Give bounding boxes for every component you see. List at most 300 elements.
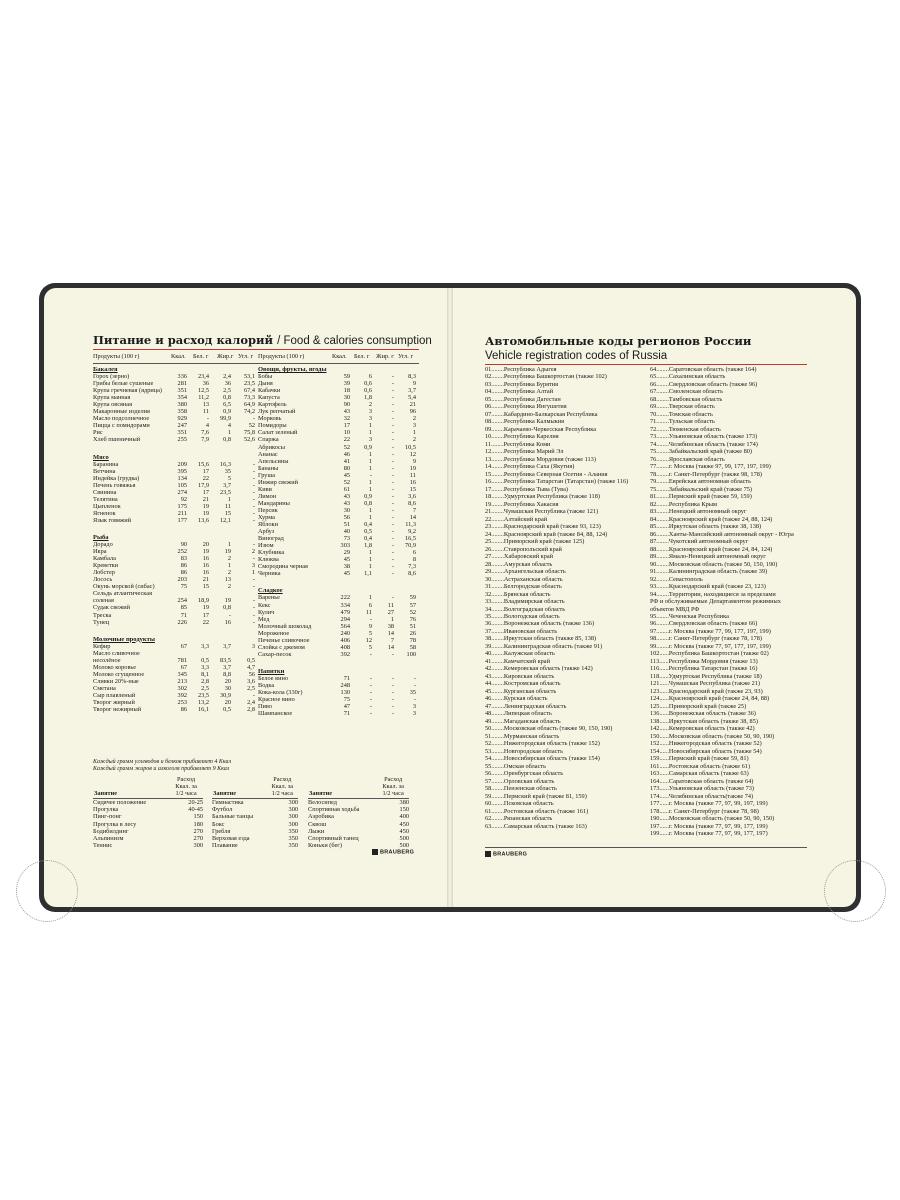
region-code-item: 42........Кемеровская область (также 142)	[485, 665, 593, 673]
food-fat: -	[391, 535, 394, 543]
food-protein: -	[369, 471, 372, 479]
activity-kcal: 150	[399, 806, 409, 814]
food-kcal: 43	[343, 408, 350, 416]
region-code-item: 118......Удмуртская Республика (также 18)	[650, 672, 762, 680]
food-kcal: 32	[343, 415, 350, 423]
food-fat: 0,8	[223, 394, 231, 402]
food-kcal: 213	[177, 677, 187, 685]
region-code-item: 01........Республика Адыгея	[485, 366, 557, 373]
region-code-item: 22........Алтайский край	[485, 515, 548, 523]
food-fat: -	[391, 401, 394, 409]
region-code-item: 164......Саратовская область (также 64)	[650, 777, 754, 785]
food-name: Молоко коровье	[93, 663, 137, 671]
food-fat: -	[391, 556, 394, 564]
food-name: Мандарины	[258, 499, 290, 507]
activity-row	[308, 806, 409, 813]
header-kcal: Ккал.	[171, 353, 186, 360]
activity-kcal: 380	[399, 799, 409, 806]
region-code-item: 33........Владимирская область	[485, 598, 565, 606]
food-name: Судак свежий	[93, 604, 131, 612]
food-section-heading	[93, 631, 255, 643]
food-kcal: 92	[180, 495, 187, 503]
activity-kcal: 500	[399, 842, 409, 850]
activity-name: Прогулка	[93, 806, 119, 814]
region-code-item: 163......Самарская область (также 63)	[650, 770, 749, 778]
activity-header-value	[169, 775, 203, 799]
food-kcal: 67	[180, 663, 187, 671]
food-kcal: 281	[177, 380, 187, 388]
food-protein: 1	[368, 422, 372, 430]
region-code-item: 121......Чувашская Республика (также 21)	[650, 680, 760, 688]
food-fat: -	[391, 681, 394, 689]
food-protein: 1	[368, 513, 372, 521]
section-title: Молочные продукты	[93, 635, 155, 643]
region-code-item: 54........Новосибирская область (также 154)	[485, 755, 600, 763]
region-code-item: 48........Липецкая область	[485, 710, 552, 718]
food-kcal: 46	[343, 450, 350, 458]
region-code-item: 76........Ярославская область	[650, 455, 725, 463]
nutrition-notes	[93, 759, 231, 774]
region-code-item: 94........Территории, находящиеся за пределами	[650, 590, 776, 598]
food-fat: 11	[224, 502, 231, 510]
activity-header-label: Занятие	[212, 775, 267, 799]
food-carbs: -	[252, 481, 255, 489]
region-code-item: 92........Севастополь	[650, 575, 703, 583]
food-row	[258, 528, 416, 535]
food-protein: 16,1	[197, 706, 209, 714]
food-row	[93, 517, 255, 524]
food-protein: -	[369, 689, 372, 697]
food-protein: 1	[368, 556, 372, 564]
region-code-item: 123......Краснодарский край (также 23, 93)	[650, 687, 763, 695]
activity-name: Гимнастика	[212, 799, 244, 806]
food-row	[258, 549, 416, 556]
food-name: Крупа овсяная	[93, 401, 132, 409]
activity-row	[93, 821, 203, 828]
region-code-item: 15........Республика Северная Осетия - Алания	[485, 470, 608, 478]
food-row	[258, 514, 416, 521]
food-row	[93, 541, 255, 548]
food-title-rule	[93, 349, 419, 350]
food-name: Кулич	[258, 608, 275, 616]
food-carbs: 3	[412, 422, 416, 430]
region-code-item: 75........Забайкальский край (также 75)	[650, 485, 752, 493]
region-code-item: 138......Иркутская область (также 38, 85)	[650, 717, 758, 725]
food-kcal: 294	[340, 615, 350, 623]
section-title: Рыба	[93, 533, 109, 541]
food-row	[258, 479, 416, 486]
region-code-item: 90........Московская область (также 50, 150, 190)	[650, 560, 778, 568]
region-code-item: 62........Рязанская область	[485, 815, 553, 823]
food-kcal: 52	[343, 443, 350, 451]
header-product: Продукты (100 г)	[93, 353, 140, 360]
region-code-item: 58........Пензенская область	[485, 785, 557, 793]
food-kcal: 240	[340, 629, 350, 637]
food-name: Свинина	[93, 488, 117, 496]
region-code-item: 116......Республика Татарстан (также 16)	[650, 665, 758, 673]
food-carbs: 16,5	[404, 535, 416, 543]
region-code-item: 61........Ростовская область (также 161)	[485, 807, 589, 815]
food-carbs: -	[252, 516, 255, 524]
food-carbs: -	[252, 597, 255, 605]
food-name: Варенье	[258, 594, 280, 602]
region-code-item: 11........Республика Коми	[485, 440, 551, 448]
food-row	[93, 583, 255, 590]
region-code-item: 38........Иркутская область (также 85, 138)	[485, 635, 597, 643]
brand-logo-left	[372, 849, 414, 855]
food-name: Инжир свежий	[258, 478, 298, 486]
food-name: Бобы	[258, 373, 273, 381]
food-carbs: 67,4	[243, 387, 255, 395]
food-name: Кока-кола (330г)	[258, 689, 303, 697]
food-row	[258, 408, 416, 415]
food-name: Клубника	[258, 549, 285, 557]
food-row	[258, 651, 416, 658]
food-name: Масло подсолнечное	[93, 415, 150, 423]
food-protein: -	[369, 674, 372, 682]
food-fat: 3,7	[223, 663, 231, 671]
food-carbs: 12	[409, 450, 416, 458]
food-carbs: 3	[412, 710, 416, 718]
food-row	[258, 594, 416, 601]
food-carbs: 74,2	[243, 408, 255, 416]
food-kcal: 248	[340, 681, 350, 689]
food-name: Абрикосы	[258, 443, 286, 451]
food-fat: 16	[224, 618, 231, 626]
food-fat: 16,3	[219, 460, 231, 468]
food-kcal: 40	[343, 528, 350, 536]
food-carbs: -	[252, 488, 255, 496]
food-name: Сыр плавленый	[93, 691, 136, 699]
food-name: Телятина	[93, 495, 118, 503]
food-name: Ягненок	[93, 509, 116, 517]
region-code-item: 85........Иркутская область (также 38, 138)	[650, 523, 762, 531]
region-code-item: 95........Чеченская Республика	[650, 612, 729, 620]
food-name: Хлеб пшеничный	[93, 436, 141, 444]
food-row	[93, 678, 255, 685]
section-title: Овощи, фрукты, ягоды	[258, 366, 327, 373]
food-carbs: -	[252, 541, 255, 549]
food-kcal: 130	[340, 689, 350, 697]
food-protein: 1	[368, 464, 372, 472]
region-code-item: 84........Красноярский край (также 24, 88, 124)	[650, 515, 773, 523]
region-code-item: 178......г. Санкт-Петербург (также 78, 98)	[650, 807, 759, 815]
region-code-item: 74........Челябинская область (также 174)	[650, 440, 758, 448]
food-kcal: 86	[180, 706, 187, 714]
food-carbs: 21	[409, 401, 416, 409]
activity-name: Альпинизм	[93, 835, 124, 843]
food-row	[258, 644, 416, 651]
food-row	[93, 604, 255, 611]
region-code-item: 43........Кировская область	[485, 672, 555, 680]
region-code-item: 161......Ростовская область (также 61)	[650, 762, 751, 770]
region-code-item: 93........Краснодарский край (также 23, 123)	[650, 583, 766, 591]
region-code-item: 04........Республика Алтай	[485, 388, 554, 396]
food-row	[258, 422, 416, 429]
food-fat: -	[391, 542, 394, 550]
food-kcal: 29	[343, 549, 350, 557]
food-carbs: 58	[409, 643, 416, 651]
food-row	[258, 570, 416, 577]
region-code-item: 10........Республика Карелия	[485, 433, 559, 441]
food-section-heading	[93, 449, 255, 461]
food-carbs: 3,6	[247, 677, 255, 685]
food-protein: 2,8	[201, 677, 209, 685]
food-fat: -	[391, 478, 394, 486]
food-kcal: 90	[343, 401, 350, 409]
activity-row	[308, 835, 409, 842]
food-kcal: 253	[177, 699, 187, 707]
food-carbs: 4,7	[247, 663, 255, 671]
activity-kcal: 180	[193, 820, 203, 828]
food-carbs: -	[252, 618, 255, 626]
activity-kcal: 20-25	[188, 799, 203, 806]
food-name: Спаржа	[258, 436, 279, 444]
food-section-heading	[93, 361, 255, 373]
food-kcal: 252	[177, 548, 187, 556]
activity-row	[212, 842, 298, 849]
food-protein: -	[369, 703, 372, 711]
food-row	[258, 682, 416, 689]
food-fat: 0,5	[223, 706, 231, 714]
food-name: Сахар-песок	[258, 650, 292, 658]
food-protein: 1,8	[364, 394, 372, 402]
food-row	[258, 542, 416, 549]
food-carbs: 78	[409, 636, 416, 644]
food-row	[93, 548, 255, 555]
food-row	[258, 521, 416, 528]
food-name: Хурма	[258, 513, 275, 521]
note-fat: Каждый грамм жиров и алкоголя прибавляет 9 Ккал	[93, 766, 230, 773]
food-protein: 0,5	[201, 656, 209, 664]
food-row	[258, 703, 416, 710]
region-code-item: 25........Приморский край (также 125)	[485, 538, 585, 546]
corner-decoration-left	[16, 860, 78, 922]
food-fat: 6,5	[223, 401, 231, 409]
food-fat: -	[391, 703, 394, 711]
region-code-item: 190......Московская область (также 50, 90, 150)	[650, 815, 775, 823]
food-fat: 0,8	[223, 604, 231, 612]
food-carbs: -	[252, 611, 255, 619]
food-name: Клюква	[258, 556, 279, 564]
food-section-heading	[258, 361, 416, 373]
food-protein: 17	[202, 467, 209, 475]
food-kcal: 43	[343, 492, 350, 500]
food-row	[93, 461, 255, 468]
food-name: Баранина	[93, 460, 119, 468]
food-kcal: 45	[343, 471, 350, 479]
food-protein: 0,6	[364, 387, 372, 395]
region-code-item: 63........Самарская область (также 163)	[485, 822, 587, 830]
food-fat: -	[391, 650, 394, 658]
food-carbs: 8	[412, 556, 416, 564]
food-row	[93, 380, 255, 387]
header-kcal: Ккал.	[332, 353, 347, 360]
food-protein: 1	[368, 549, 372, 557]
food-name: Креветки	[93, 562, 119, 570]
food-name: Яблоки	[258, 521, 278, 529]
food-name: Киви	[258, 485, 272, 493]
food-protein: 15	[202, 583, 209, 591]
food-fat: 1	[227, 495, 231, 503]
region-code-item: 197......г. Москва (также 77, 97, 99, 177, 199)	[650, 822, 768, 830]
region-code-item: 65........Сахалинская область	[650, 373, 726, 381]
food-row	[93, 664, 255, 671]
food-fat: 35	[224, 467, 231, 475]
codes-title-rule	[485, 364, 807, 365]
activity-row	[93, 806, 203, 813]
food-protein: 1,8	[364, 542, 372, 550]
region-code-item: 152......Нижегородская область (также 52)	[650, 740, 762, 748]
food-kcal: 73	[343, 535, 350, 543]
food-fat: 12,1	[219, 516, 231, 524]
region-code-item: 49........Магаданская область	[485, 717, 561, 725]
food-name: Сливки 20%-ные	[93, 677, 139, 685]
activity-kcal: 300	[288, 813, 298, 821]
region-code-item: 91........Калининградская область (также 39)	[650, 568, 768, 576]
food-name: Дыня	[258, 380, 273, 388]
food-fat: 38	[387, 622, 394, 630]
food-carbs: 5,4	[408, 394, 416, 402]
food-kcal: 177	[177, 516, 187, 524]
activity-row	[93, 828, 203, 835]
food-table-left	[93, 361, 255, 713]
food-protein: 19	[202, 548, 209, 556]
header-protein: Бел. г	[354, 353, 370, 360]
food-fat: 14	[387, 629, 394, 637]
food-kcal: 929	[177, 415, 187, 423]
activity-row	[93, 799, 203, 807]
food-name: Творог жирный	[93, 699, 135, 707]
food-carbs: 1	[251, 569, 255, 577]
food-protein: 8,1	[201, 670, 209, 678]
region-code-item: 125......Приморский край (также 25)	[650, 702, 747, 710]
food-protein: 1,1	[364, 570, 372, 578]
food-carbs: 8,6	[408, 570, 416, 578]
food-protein: 0,9	[364, 492, 372, 500]
food-row	[258, 500, 416, 507]
region-code-item: 30........Астраханская область	[485, 575, 563, 583]
header-product: Продукты (100 г)	[258, 353, 305, 360]
activity-kcal: 270	[193, 827, 203, 835]
food-carbs: 7	[412, 506, 416, 514]
food-name: Апельсины	[258, 457, 289, 465]
region-code-item: 173......Ульяновская область (также 73)	[650, 785, 754, 793]
region-code-item: 73........Ульяновская область (также 173)	[650, 433, 758, 441]
food-name: Черника	[258, 570, 281, 578]
food-row	[258, 380, 416, 387]
food-fat: -	[391, 429, 394, 437]
food-subtitle-text: / Food & calories consumption	[277, 335, 432, 347]
region-code-item: 98........г. Санкт-Петербург (также 78, 178)	[650, 635, 762, 643]
region-code-item: 96........Свердловская область (также 66)	[650, 620, 758, 628]
food-carbs: 64,9	[243, 401, 255, 409]
food-name: Шампанское	[258, 710, 293, 718]
food-protein: 20	[202, 541, 209, 549]
food-kcal: 274	[177, 488, 187, 496]
food-protein: 16	[202, 555, 209, 563]
food-protein: 5	[368, 629, 372, 637]
food-carbs: 19	[409, 464, 416, 472]
food-protein: 17	[202, 488, 209, 496]
food-name: Сметана	[93, 684, 116, 692]
food-kcal: 334	[340, 601, 350, 609]
food-kcal: 211	[177, 509, 187, 517]
food-fat: -	[391, 689, 394, 697]
food-fat: 27	[387, 608, 394, 616]
food-carbs: 9	[412, 380, 416, 388]
food-protein: 2,5	[201, 684, 209, 692]
region-code-item: 17........Республика Тыва (Тува)	[485, 485, 568, 493]
food-carbs: -	[252, 495, 255, 503]
region-code-item: 34........Волгоградская область	[485, 605, 566, 613]
food-name: Молоко сгущенное	[93, 670, 145, 678]
food-name: Груша	[258, 471, 276, 479]
food-protein: 13,6	[197, 516, 209, 524]
food-kcal: 71	[343, 674, 350, 682]
food-carbs: -	[252, 502, 255, 510]
food-row	[258, 696, 416, 703]
food-fat: 36	[224, 380, 231, 388]
activity-kcal: 500	[399, 835, 409, 843]
food-kcal: 71	[180, 611, 187, 619]
food-protein: 3,3	[201, 642, 209, 650]
food-row	[258, 689, 416, 696]
activity-row	[212, 828, 298, 835]
food-name: Кефир	[93, 642, 111, 650]
food-kcal: 85	[180, 604, 187, 612]
food-kcal: 45	[343, 570, 350, 578]
region-code-item: 23........Краснодарский край (также 93, 123)	[485, 523, 601, 531]
food-fat: -	[391, 415, 394, 423]
brand-text: BRAUBERG	[380, 849, 415, 856]
activity-table-3	[308, 775, 409, 849]
food-row	[93, 373, 255, 380]
food-protein: 3	[368, 415, 372, 423]
region-code-item: 150......Московская область (также 50, 90, 190)	[650, 732, 775, 740]
food-carbs: -	[252, 509, 255, 517]
food-carbs: 10,5	[404, 443, 416, 451]
region-code-item: 41........Камчатский край	[485, 657, 550, 665]
activity-header-value	[267, 775, 298, 799]
activity-table-1	[93, 775, 203, 849]
food-protein: 9	[368, 622, 372, 630]
food-fat: 83,5	[219, 656, 231, 664]
food-row	[258, 401, 416, 408]
food-row	[93, 429, 255, 436]
food-carbs: 53,1	[243, 373, 255, 381]
activity-kcal: 300	[288, 820, 298, 828]
food-kcal: 47	[343, 703, 350, 711]
food-name: Пицца с помидорами	[93, 422, 150, 430]
food-protein: 21	[202, 495, 209, 503]
codes-page-subtitle	[485, 348, 667, 362]
region-code-item: 177......г. Москва (также 77, 97, 99, 197, 199)	[650, 800, 768, 808]
food-carbs: 3	[412, 703, 416, 711]
region-code-item: 174......Челябинская область(также 74)	[650, 792, 754, 800]
food-fat: 1	[227, 541, 231, 549]
food-kcal: 56	[343, 513, 350, 521]
food-name: Салат зеленый	[258, 429, 298, 437]
food-row	[93, 590, 255, 604]
food-kcal: 255	[177, 436, 187, 444]
food-kcal: 43	[343, 499, 350, 507]
food-protein: 17	[202, 611, 209, 619]
food-kcal: 83	[180, 555, 187, 563]
food-kcal: 380	[177, 401, 187, 409]
food-fat: 8,8	[223, 670, 231, 678]
food-kcal: 209	[177, 460, 187, 468]
